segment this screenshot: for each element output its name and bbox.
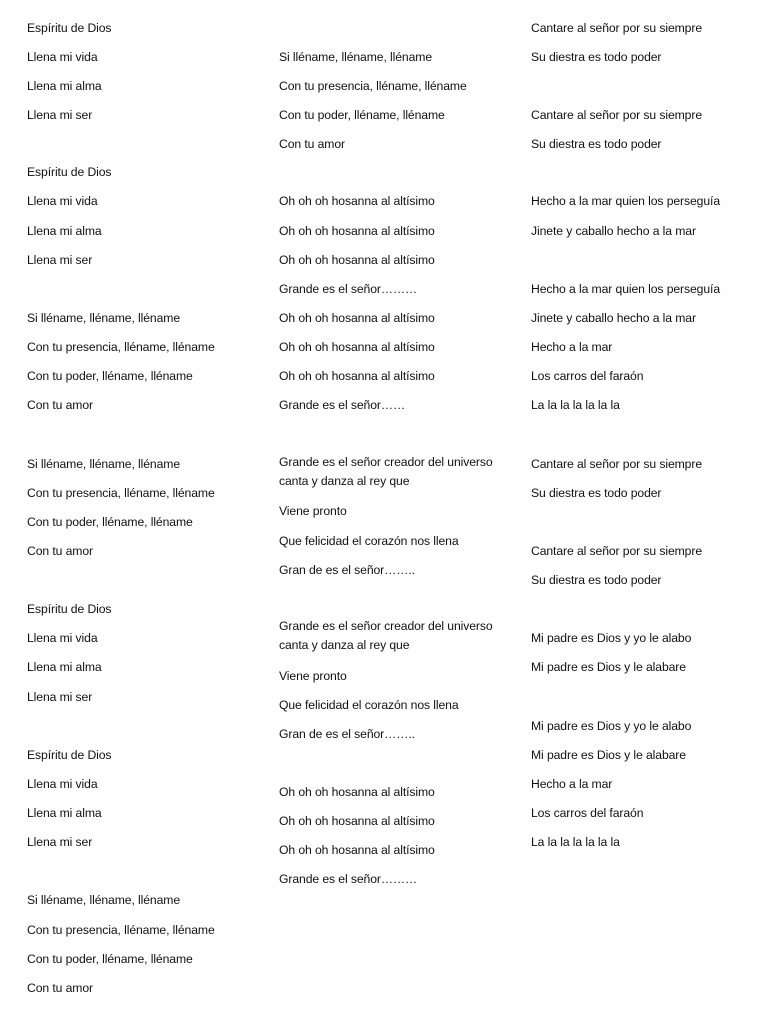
lyric-line: Los carros del faraón <box>531 806 644 820</box>
lyric-line: Que felicidad el corazón nos llena <box>279 534 459 548</box>
lyric-line: Oh oh oh hosanna al altísimo <box>279 369 435 383</box>
lyric-line: Viene pronto <box>279 504 347 518</box>
lyric-line: La la la la la la la <box>531 398 620 412</box>
lyric-line: Llena mi ser <box>27 108 93 122</box>
lyric-line: Su diestra es todo poder <box>531 486 662 500</box>
lyric-line: Oh oh oh hosanna al altísimo <box>279 814 435 828</box>
lyric-line: Con tu presencia, lléname, lléname <box>27 340 215 354</box>
lyric-line: Llena mi alma <box>27 224 102 238</box>
lyric-line: Llena mi ser <box>27 690 93 704</box>
lyric-line: Con tu amor <box>279 137 345 151</box>
lyric-line: Llena mi vida <box>27 194 98 208</box>
lyric-line: Llena mi ser <box>27 835 93 849</box>
lyric-line: Con tu poder, lléname, lléname <box>27 369 193 383</box>
lyric-line: La la la la la la la <box>531 835 620 849</box>
lyric-line: Con tu poder, lléname, lléname <box>27 515 193 529</box>
lyric-line: Con tu presencia, lléname, lléname <box>27 486 215 500</box>
lyric-line: Llena mi alma <box>27 79 102 93</box>
lyric-line: Con tu amor <box>27 981 93 995</box>
lyric-line: Oh oh oh hosanna al altísimo <box>279 224 435 238</box>
lyric-line: Espíritu de Dios <box>27 165 112 179</box>
lyric-line: Llena mi vida <box>27 50 98 64</box>
lyric-line: Los carros del faraón <box>531 369 644 383</box>
lyric-line: Grande es el señor…… <box>279 398 406 412</box>
lyric-line: Grande es el señor creador del universo canta y danza al rey que <box>279 455 493 488</box>
lyric-line: Si lléname, lléname, lléname <box>27 311 181 325</box>
lyric-line: Grande es el señor……… <box>279 872 418 886</box>
lyric-line: Hecho a la mar <box>531 777 613 791</box>
lyric-line: Llena mi vida <box>27 631 98 645</box>
lyric-line: Con tu amor <box>27 544 93 558</box>
lyric-line: Si lléname, lléname, lléname <box>279 50 433 64</box>
lyric-line: Grande es el señor creador del universo canta y danza al rey que <box>279 619 493 652</box>
lyric-line: Si lléname, lléname, lléname <box>27 457 181 471</box>
lyric-line: Llena mi alma <box>27 806 102 820</box>
lyric-line: Su diestra es todo poder <box>531 137 662 151</box>
lyric-line: Espíritu de Dios <box>27 748 112 762</box>
lyric-line: Su diestra es todo poder <box>531 573 662 587</box>
lyric-line: Cantare al señor por su siempre <box>531 457 702 471</box>
lyric-line: Oh oh oh hosanna al altísimo <box>279 340 435 354</box>
lyric-line: Jinete y caballo hecho a la mar <box>531 311 696 325</box>
lyric-line: Oh oh oh hosanna al altísimo <box>279 843 435 857</box>
lyric-line: Cantare al señor por su siempre <box>531 21 702 35</box>
lyric-line: Su diestra es todo poder <box>531 50 662 64</box>
lyric-line: Grande es el señor……… <box>279 282 418 296</box>
lyric-line: Jinete y caballo hecho a la mar <box>531 224 696 238</box>
lyric-line: Hecho a la mar quien los perseguía <box>531 282 721 296</box>
lyric-line: Espíritu de Dios <box>27 602 112 616</box>
lyric-line: Llena mi vida <box>27 777 98 791</box>
lyric-line: Oh oh oh hosanna al altísimo <box>279 311 435 325</box>
lyric-line: Con tu poder, lléname, lléname <box>27 952 193 966</box>
lyric-line: Viene pronto <box>279 669 347 683</box>
lyric-line: Cantare al señor por su siempre <box>531 544 702 558</box>
lyric-line: Cantare al señor por su siempre <box>531 108 702 122</box>
lyric-line: Mi padre es Dios y yo le alabo <box>531 719 692 733</box>
lyric-line: Oh oh oh hosanna al altísimo <box>279 253 435 267</box>
lyric-line: Mi padre es Dios y yo le alabo <box>531 631 692 645</box>
lyric-line: Oh oh oh hosanna al altísimo <box>279 194 435 208</box>
lyric-line: Con tu poder, lléname, lléname <box>279 108 445 122</box>
lyric-line: Gran de es el señor…….. <box>279 563 415 577</box>
lyric-line: Llena mi ser <box>27 253 93 267</box>
lyric-line: Gran de es el señor…….. <box>279 727 415 741</box>
lyric-line: Espíritu de Dios <box>27 21 112 35</box>
lyric-line: Con tu presencia, lléname, lléname <box>279 79 467 93</box>
lyric-line: Que felicidad el corazón nos llena <box>279 698 459 712</box>
lyric-line: Con tu amor <box>27 398 93 412</box>
lyric-line: Hecho a la mar quien los perseguía <box>531 194 721 208</box>
lyric-line: Oh oh oh hosanna al altísimo <box>279 785 435 799</box>
lyric-line: Si lléname, lléname, lléname <box>27 893 181 907</box>
lyric-line: Hecho a la mar <box>531 340 613 354</box>
lyric-line: Con tu presencia, lléname, lléname <box>27 923 215 937</box>
lyric-line: Mi padre es Dios y le alabare <box>531 660 686 674</box>
lyric-line: Llena mi alma <box>27 660 102 674</box>
lyric-line: Mi padre es Dios y le alabare <box>531 748 686 762</box>
